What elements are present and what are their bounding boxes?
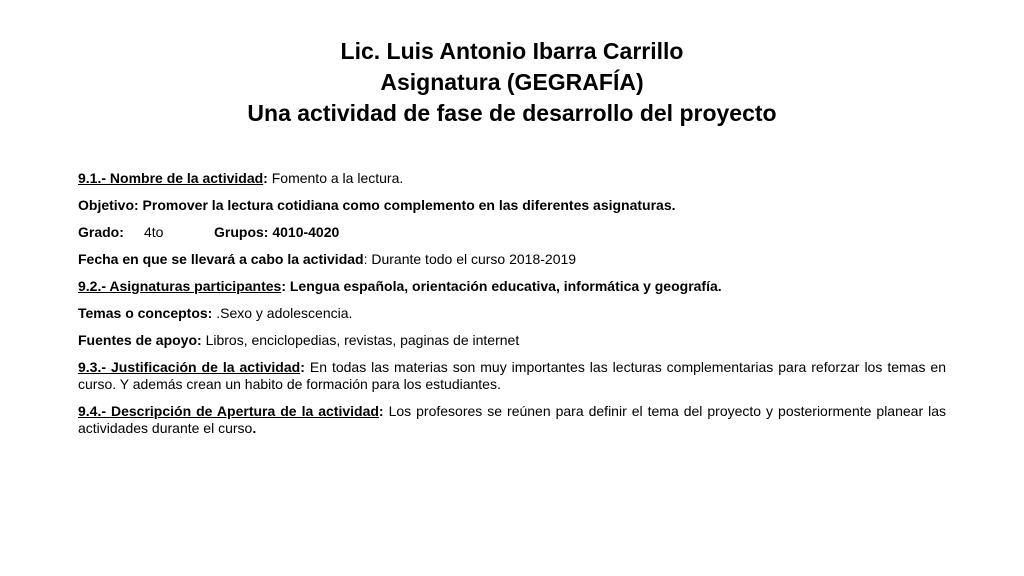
activity-name-colon: :	[263, 170, 268, 186]
topics-value: .Sexo y adolescencia.	[212, 305, 353, 321]
activity-name-label: 9.1.- Nombre de la actividad	[78, 170, 264, 186]
description-end: .	[252, 420, 257, 436]
activity-title: Una actividad de fase de desarrollo del proyecto	[247, 100, 777, 126]
grade-row	[78, 224, 946, 241]
objective-row: Objetivo: Promover la lectura cotidiana como complemento en las diferentes asignaturas.	[78, 197, 676, 213]
topics-row	[78, 305, 946, 322]
subject-title: Asignatura (GEGRAFÍA)	[380, 69, 644, 95]
description-label: 9.4.- Descripción de Apertura de la actividad	[78, 403, 379, 419]
document-body	[78, 170, 946, 447]
topics-label: Temas o conceptos:	[78, 305, 213, 321]
grade-value: 4to	[144, 224, 164, 240]
description-row	[78, 403, 946, 437]
description-value: Los profesores se reúnen para definir el tema del proyecto y posteriormente planear las actividades durante el curso	[78, 403, 946, 436]
activity-name-row	[78, 170, 946, 187]
sources-value: Libros, enciclopedias, revistas, paginas de internet	[201, 332, 520, 348]
date-value: : Durante todo el curso 2018-2019	[363, 251, 577, 267]
author-title: Lic. Luis Antonio Ibarra Carrillo	[340, 38, 684, 64]
sources-row	[78, 332, 946, 349]
description-colon: :	[378, 403, 384, 419]
date-label: Fecha en que se llevará a cabo la actividad	[78, 251, 364, 267]
activity-name-value: Fomento a la lectura.	[267, 170, 404, 186]
justification-row	[78, 359, 946, 393]
date-row	[78, 251, 946, 268]
subjects-label: 9.2.- Asignaturas participantes	[78, 278, 282, 294]
justification-value: En todas las materias son muy importantes las lecturas complementarias para reforzar los temas en curso. Y además crean un habito de formación para los estudiantes.	[78, 359, 946, 392]
subjects-row	[78, 278, 946, 295]
grade-label: Grado:	[78, 224, 124, 240]
groups-label: Grupos: 4010-4020	[214, 224, 340, 240]
justification-colon: :	[300, 359, 305, 375]
subjects-value: : Lengua española, orientación educativa, informática y geografía.	[281, 278, 722, 294]
sources-label: Fuentes de apoyo:	[78, 332, 202, 348]
title-block	[0, 36, 1024, 129]
justification-label: 9.3.- Justificación de la actividad	[78, 359, 301, 375]
